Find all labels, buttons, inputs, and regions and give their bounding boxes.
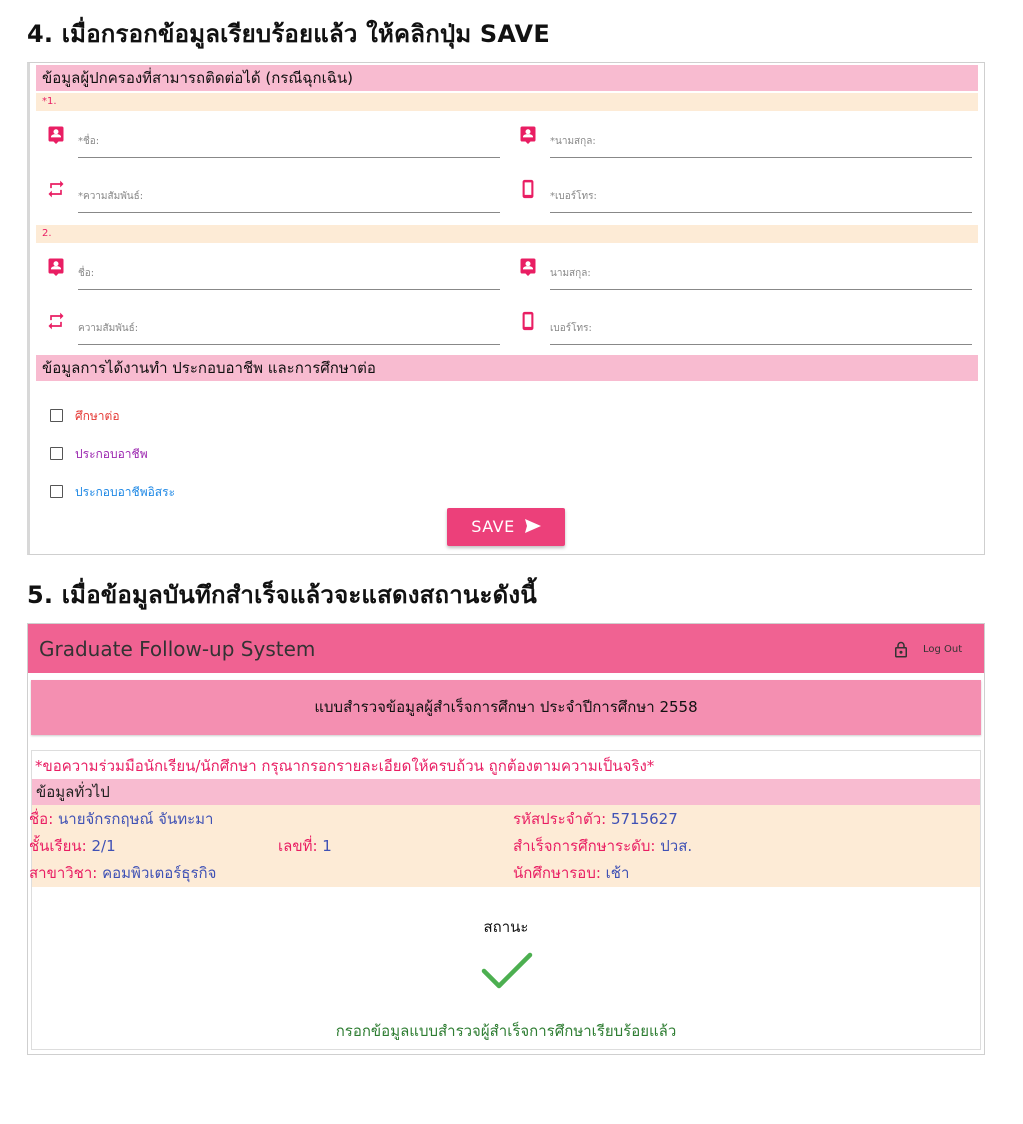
guardian1-relation-label: *ความสัมพันธ์: <box>78 191 144 202</box>
swap-icon <box>46 311 66 331</box>
career-section-header: ข้อมูลการได้งานทำ ประกอบอาชีพ และการศึกษาต่อ <box>36 355 978 381</box>
input-underline <box>550 289 972 290</box>
content-card <box>31 750 981 1050</box>
input-underline <box>550 344 972 345</box>
guardian2-first-name-label: ชื่อ: <box>78 268 95 279</box>
lock-icon <box>892 640 910 660</box>
option-label: ศึกษาต่อ <box>75 409 120 423</box>
phone-icon <box>518 179 538 199</box>
request-note: *ขอความร่วมมือนักเรียน/นักศึกษา กรุณากรอกรายละเอียดให้ครบถ้วน ถูกต้องตามความเป็นจริง* <box>35 757 655 775</box>
student-number: เลขที่: 1 <box>278 837 332 855</box>
contact-icon <box>46 256 66 276</box>
guardian1-last-name-label: *นามสกุล: <box>550 136 596 147</box>
option-label: ประกอบอาชีพ <box>75 447 148 461</box>
study-shift: นักศึกษารอบ: เช้า <box>513 864 630 882</box>
logout-button[interactable] <box>892 640 963 658</box>
guardian1-relation-field[interactable] <box>46 179 500 215</box>
input-underline <box>78 344 500 345</box>
guardian-section-header: ข้อมูลผู้ปกครองที่สามารถติดต่อได้ (กรณีฉุกเฉิน) <box>36 65 978 91</box>
send-icon <box>525 508 541 546</box>
student-major: สาขาวิชา: คอมพิวเตอร์ธุรกิจ <box>29 864 217 882</box>
guardian2-phone-label: เบอร์โทร: <box>550 323 592 334</box>
guardian2-relation-field[interactable] <box>46 311 500 347</box>
guardian2-phone-field[interactable] <box>518 311 972 347</box>
form-panel <box>27 62 985 555</box>
swap-icon <box>46 179 66 199</box>
contact-icon <box>518 124 538 144</box>
guardian1-last-name-field[interactable] <box>518 124 972 160</box>
contact-icon <box>518 256 538 276</box>
save-label: SAVE <box>471 517 515 536</box>
guardian2-relation-label: ความสัมพันธ์: <box>78 323 139 334</box>
status-label: สถานะ <box>483 918 529 936</box>
guardian2-first-name-field[interactable] <box>46 256 500 292</box>
checkbox[interactable] <box>50 447 63 460</box>
input-underline <box>78 289 500 290</box>
guardian1-phone-label: *เบอร์โทร: <box>550 191 597 202</box>
input-underline <box>78 212 500 213</box>
contact-icon <box>46 124 66 144</box>
status-message: กรอกข้อมูลแบบสำรวจผู้สำเร็จการศึกษาเรียบร้อยแล้ว <box>335 1022 677 1040</box>
check-icon <box>481 951 533 991</box>
student-id: รหัสประจำตัว: 5715627 <box>513 810 678 828</box>
general-info <box>29 805 980 887</box>
input-underline <box>550 212 972 213</box>
app-bar <box>28 624 984 673</box>
student-class: ชั้นเรียน: 2/1 <box>29 837 116 855</box>
guardian2-last-name-label: นามสกุล: <box>550 268 591 279</box>
student-name: ชื่อ: นายจักรกฤษณ์ จันทะมา <box>29 810 214 828</box>
guardian1-first-name-label: *ชื่อ: <box>78 136 100 147</box>
save-button[interactable] <box>447 508 565 546</box>
app-title: Graduate Follow-up System <box>39 637 316 661</box>
guardian2-last-name-field[interactable] <box>518 256 972 292</box>
app-window <box>27 623 985 1055</box>
option-label: ประกอบอาชีพอิสระ <box>75 485 176 499</box>
guardian1-phone-field[interactable] <box>518 179 972 215</box>
step5-title: 5. เมื่อข้อมูลบันทึกสำเร็จแล้วจะแสดงสถานะดังนี้ <box>27 581 537 609</box>
guardian2-index: 2. <box>36 225 978 243</box>
checkbox[interactable] <box>50 485 63 498</box>
guardian1-index: *1. <box>36 93 978 111</box>
input-underline <box>550 157 972 158</box>
checkbox[interactable] <box>50 409 63 422</box>
guardian1-first-name-field[interactable] <box>46 124 500 160</box>
graduation-level: สำเร็จการศึกษาระดับ: ปวส. <box>513 837 693 855</box>
phone-icon <box>518 311 538 331</box>
logout-label: Log Out <box>923 644 963 655</box>
survey-banner: แบบสำรวจข้อมูลผู้สำเร็จการศึกษา ประจำปีการศึกษา 2558 <box>31 680 981 735</box>
general-section-header: ข้อมูลทั่วไป <box>32 779 980 805</box>
step4-title: 4. เมื่อกรอกข้อมูลเรียบร้อยแล้ว ให้คลิกปุ่ม SAVE <box>27 20 550 48</box>
input-underline <box>78 157 500 158</box>
